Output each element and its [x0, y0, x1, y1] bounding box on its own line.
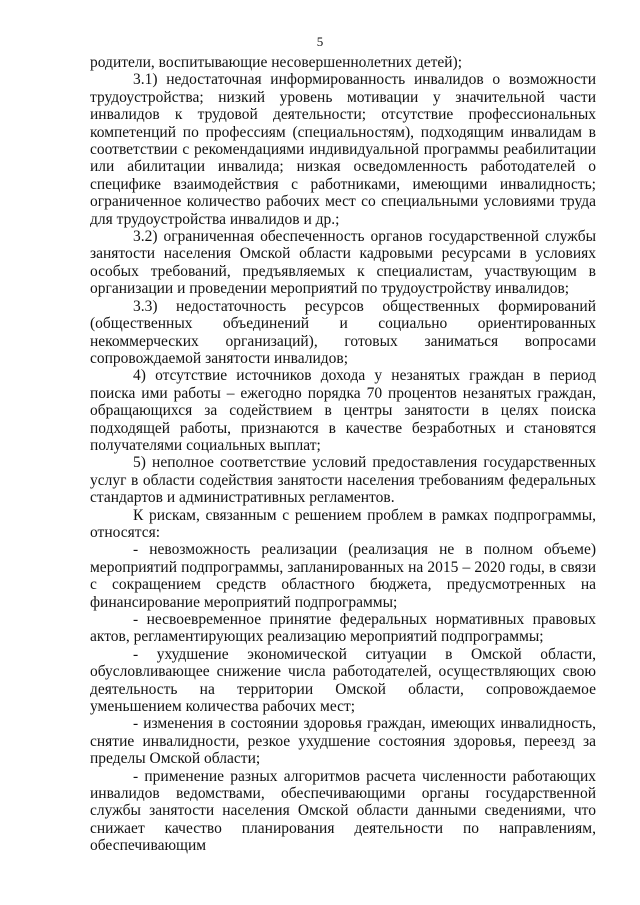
risk-item-algorithms: - применение разных алгоритмов расчета численности работающих инвалидов ведомствами, обеспечивающими органы государственной службы занятости населения Омской области данными сведениями, что снижает качество планирования деятельности по направлениям, обеспечивающим [90, 767, 596, 855]
paragraph-continuation: родители, воспитывающие несовершеннолетних детей); [90, 54, 463, 71]
risk-item-budget: - невозможность реализации (реализация не в полном объеме) мероприятий подпрограммы, запланированных на 2015 – 2020 годы, в связи с сокращением средств областного бюджета, предусмотренных на финансирование мероприятий подпрограммы; [90, 541, 596, 611]
paragraph-item-4: 4) отсутствие источников дохода у незанятых граждан в период поиска ими работы – ежегодно порядка 70 процентов незанятых граждан, обращающихся за содействием в центры занятости в целях поиска подходящей работы, признаются в качестве безработных и становятся получателями социальных выплат; [90, 367, 596, 454]
risk-item-economy: - ухудшение экономической ситуации в Омской области, обусловливающее снижение числа работодателей, осуществляющих свою деятельность на территории Омской области, сопровождаемое уменьшением количества рабочих мест; [90, 645, 596, 716]
paragraph-item-5: 5) неполное соответствие условий предоставления государственных услуг в области содействия занятости населения требованиям федеральных стандартов и административных регламентов. [90, 454, 596, 507]
paragraph-risks-intro: К рискам, связанным с решением проблем в рамках подпрограммы, относятся: [90, 506, 596, 541]
risk-item-health: - изменения в состоянии здоровья граждан, имеющих инвалидность, снятие инвалидности, резкое ухудшение состояния здоровья, переезд за пределы Омской области; [90, 715, 596, 768]
page-number: 5 [316, 34, 324, 49]
paragraph-item-3-2: 3.2) ограниченная обеспеченность органов государственной службы занятости населения Омской области кадровыми ресурсами в условиях особых требований, предъявляемых к специалистам, участвующим в организации и проведении мероприятий по трудоустройству инвалидов; [90, 228, 596, 298]
paragraph-item-3-3: 3.3) недостаточность ресурсов общественных формирований (общественных объединений и социально ориентированных некоммерческих организаций), готовых заниматься вопросами сопровождаемой занятости инвалидов; [90, 297, 596, 367]
risk-item-legal-acts: - несвоевременное принятие федеральных нормативных правовых актов, регламентирующих реализацию мероприятий подпрограммы; [90, 611, 596, 646]
paragraph-item-3-1: 3.1) недостаточная информированность инвалидов о возможности трудоустройства; низкий уровень мотивации у значительной части инвалидов к трудовой деятельности; отсутствие профессиональных компетенций по профессиям (специальностям), подходящим инвалидам в соответствии с рекомендациями индивидуальной программы реабилитации или абилитации инвалида; низкая осведомленность работодателей о специфике взаимодействия с работниками, имеющими инвалидность; ограниченное количество рабочих мест со специальными условиями труда для трудоустройства инвалидов и др.; [90, 71, 596, 228]
document-body [90, 54, 596, 855]
